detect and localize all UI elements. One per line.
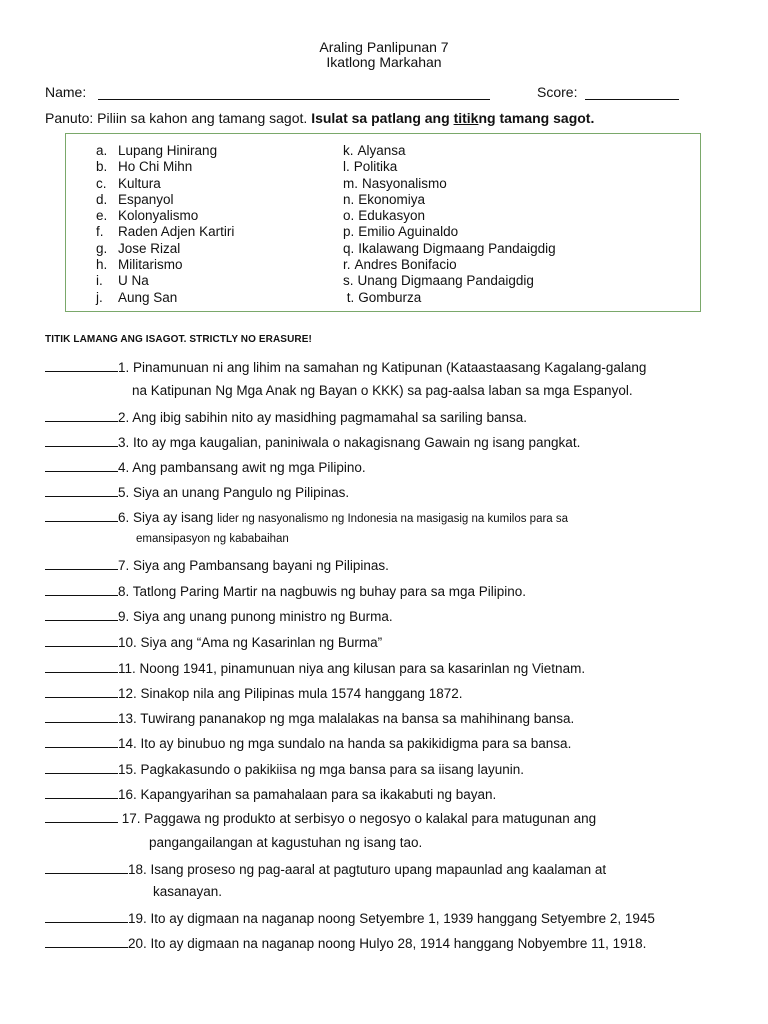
question-text: 4. Ang pambansang awit ng mga Pilipino. [118,460,366,475]
answer-blank[interactable] [45,684,118,698]
choice-text: Nasyonalismo [362,175,447,191]
instructions-text: Panuto: Piliin sa kahon ang tamang sagot. [45,110,308,126]
choice-letter: r. [343,257,351,273]
choice-text: Alyansa [357,143,406,158]
question-text: 14. Ito ay binubuo ng mga sundalo na handa sa pakikidigma para sa bansa. [118,736,572,751]
choice-letter: n. [343,191,355,207]
choice-letter: a. [96,143,108,158]
answer-blank[interactable] [45,607,118,621]
question-item [45,659,585,676]
choice-letter: t. [346,289,355,305]
question-item [45,582,526,599]
question-item [45,633,382,650]
choice-letter: p. [343,224,355,240]
question-text: 13. Tuwirang pananakop ng mga malalakas na bansa sa mahihinang bansa. [118,711,575,726]
question-text: 1. Pinamunuan ni ang lihim na samahan ng Katipunan (Kataastaasang Kagalang-galang [118,360,647,375]
answer-blank[interactable] [45,760,118,774]
choice-letter: f. [96,224,104,240]
choices-box [65,133,701,312]
choice-item [343,192,556,208]
choice-letter: c. [96,175,107,191]
choice-item [343,176,556,192]
choice-item [96,241,234,257]
question-item [45,785,496,802]
question-continuation: pangangailangan at kagustuhan ng isang tao. [149,835,423,850]
question-text: 7. Siya ang Pambansang bayani ng Pilipinas. [118,558,389,573]
choice-text: Aung San [118,289,178,305]
choice-letter: k. [343,143,354,158]
choice-letter: l. [343,159,350,175]
choice-text: Andres Bonifacio [354,257,457,273]
question-item [45,760,524,777]
question-text: 2. Ang ibig sabihin nito ay masidhing pagmamahal sa sariling bansa. [118,410,528,425]
choice-letter: b. [96,159,108,175]
choice-item [96,224,234,240]
instructions [45,110,594,126]
choice-text: Lupang Hinirang [118,143,218,158]
name-field[interactable] [98,85,490,100]
choice-text: Espanyol [118,191,174,207]
answer-blank[interactable] [45,358,118,372]
question-item [45,458,366,475]
question-text: 8. Tatlong Paring Martir na nagbuwis ng buhay para sa mga Pilipino. [118,584,526,599]
choice-text: Militarismo [118,257,183,273]
choice-text: Ikalawang Digmaang Pandaigdig [358,240,556,256]
choice-item [96,290,234,306]
quarter-title: Ikatlong Markahan [326,54,442,70]
question-item [45,934,646,951]
choice-letter: m. [343,175,358,191]
name-label: Name: [45,84,87,100]
question-text: 16. Kapangyarihan sa pamahalaan para sa ikakabuti ng bayan. [118,787,497,802]
question-item [45,483,349,500]
question-text: 11. Noong 1941, pinamunuan niya ang kilusan para sa kasarinlan ng Vietnam. [118,661,586,676]
choice-text: Gomburza [358,289,422,305]
question-text: 6. Siya ay isang [118,510,214,525]
name-score-row [45,84,725,100]
question-text: 3. Ito ay mga kaugalian, paniniwala o nakagisnang Gawain ng isang pangkat. [118,435,581,450]
answer-blank[interactable] [45,860,128,874]
question-continuation: emansipasyon ng kababaihan [136,533,289,545]
question-item [45,709,574,726]
question-continuation: kasanayan. [153,884,223,899]
question-text: 10. Siya ang “Ama ng Kasarinlan ng Burma” [118,635,383,650]
answer-blank[interactable] [45,582,118,596]
answer-blank[interactable] [45,709,118,723]
answer-blank[interactable] [45,659,118,673]
answer-blank[interactable] [45,633,118,647]
choice-item [96,208,234,224]
answer-blank[interactable] [45,934,128,948]
choice-item [343,241,556,257]
choice-text: Jose Rizal [118,240,181,256]
answer-blank[interactable] [45,433,118,447]
choices-right-column [343,143,556,306]
question-item [45,408,527,425]
choice-item [343,208,556,224]
choice-item [96,273,234,289]
choice-letter: h. [96,257,108,273]
answer-blank[interactable] [45,408,118,422]
answer-blank[interactable] [45,556,118,570]
choice-letter: q. [343,240,355,256]
choice-text: Unang Digmaang Pandaigdig [357,273,534,289]
question-text: 17. Paggawa ng produkto at serbisyo o negosyo o kalakal para matugunan ang [121,811,597,826]
choice-letter: e. [96,208,108,224]
question-item [45,860,606,877]
instructions-titik: titik [453,110,479,126]
choice-item [343,257,556,273]
question-item [45,433,580,450]
answer-blank[interactable] [45,809,118,823]
choice-letter: s. [343,273,354,289]
choice-text: Ekonomiya [358,191,426,207]
choice-text: Raden Adjen Kartiri [118,224,235,240]
question-text: 9. Siya ang unang punong ministro ng Burma. [118,609,393,624]
question-continuation: na Katipunan Ng Mga Anak ng Bayan o KKK) sa pag-aalsa laban sa mga Espanyol. [132,383,633,398]
worksheet-header [0,40,768,70]
question-item [45,684,463,701]
question-text: 12. Sinakop nila ang Pilipinas mula 1574 hanggang 1872. [118,686,463,701]
answer-blank[interactable] [45,458,118,472]
choice-text: Politika [353,159,398,175]
question-item [45,809,596,826]
question-item [45,508,568,525]
choice-letter: d. [96,191,108,207]
score-group [537,84,679,100]
question-text: 18. Isang proseso ng pag-aaral at pagtuturo upang mapaunlad ang kaalaman at [128,862,607,877]
answer-blank[interactable] [45,785,118,799]
choice-text: Emilio Aguinaldo [358,224,459,240]
choice-text: Kultura [118,175,161,191]
choice-text: U Na [118,273,149,289]
choices-left-column [96,143,234,306]
choice-item [96,143,234,159]
question-item [45,607,393,624]
subject-title: Araling Panlipunan 7 [319,39,449,55]
question-item [45,909,655,926]
answer-blank[interactable] [45,508,118,522]
choice-letter: o. [343,208,355,224]
choice-letter: g. [96,240,108,256]
question-item [45,734,571,751]
choice-letter: j. [96,289,103,305]
question-text: 20. Ito ay digmaan na naganap noong Hulyo 28, 1914 hanggang Nobyembre 11, 1918. [128,936,647,951]
choice-item [96,257,234,273]
score-field[interactable] [585,85,679,100]
question-text: 15. Pagkakasundo o pakikiisa ng mga bansa para sa iisang layunin. [118,762,525,777]
choice-item [343,159,556,175]
question-item [45,358,646,375]
choice-item [343,224,556,240]
reminder-text: TITIK LAMANG ANG ISAGOT. STRICTLY NO ERASURE! [45,334,312,345]
instructions-bold-a: Isulat sa patlang ang [311,110,450,126]
question-text-small: lider ng nasyonalismo ng Indonesia na masigasig na kumilos para sa [217,513,569,525]
answer-blank[interactable] [45,483,118,497]
answer-blank[interactable] [45,734,118,748]
choice-text: Kolonyalismo [118,208,199,224]
choice-text: Edukasyon [358,208,426,224]
choice-item [96,159,234,175]
answer-blank[interactable] [45,909,128,923]
question-item [45,556,389,573]
choice-item [343,290,556,306]
choice-item [96,176,234,192]
question-text: 5. Siya an unang Pangulo ng Pilipinas. [118,485,350,500]
question-text: 19. Ito ay digmaan na naganap noong Setyembre 1, 1939 hanggang Setyembre 2, 1945 [128,911,655,926]
score-label: Score: [537,84,578,100]
instructions-bold-b: ng tamang sagot. [478,110,595,126]
choice-item [96,192,234,208]
choice-letter: i. [96,273,103,289]
choice-item [343,143,556,159]
choice-item [343,273,556,289]
choice-text: Ho Chi Mihn [118,159,193,175]
